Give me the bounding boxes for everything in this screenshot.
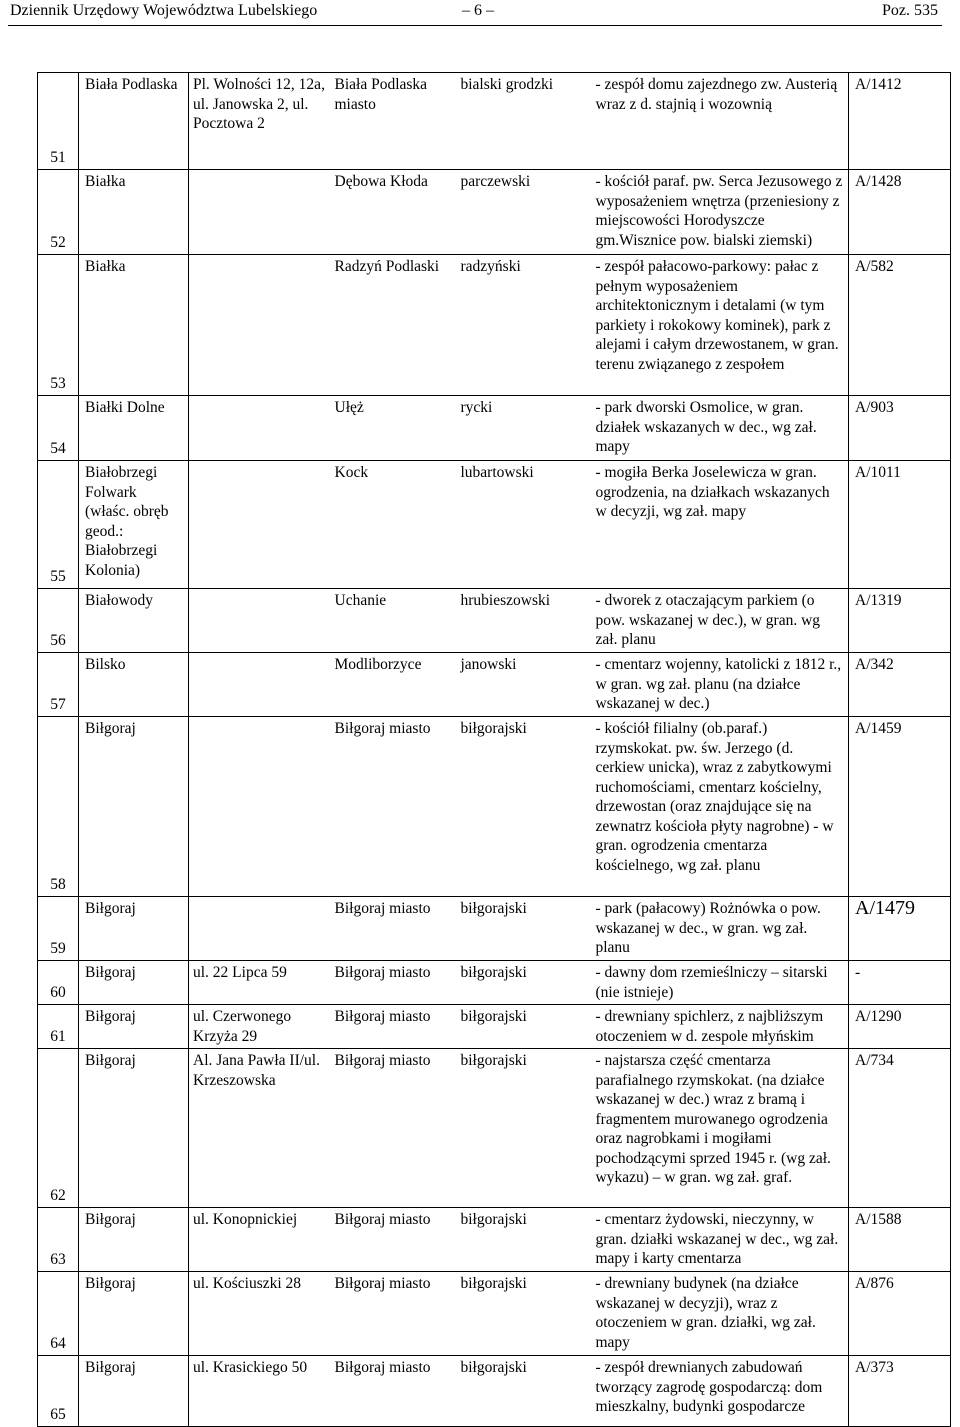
address bbox=[189, 255, 331, 396]
table-row bbox=[38, 961, 951, 1005]
locality: Biłgoraj bbox=[79, 1049, 189, 1208]
register-number: A/582 bbox=[849, 255, 951, 396]
row-number: 57 bbox=[38, 653, 79, 717]
commune: Biłgoraj miasto bbox=[331, 1208, 457, 1272]
row-number: 60 bbox=[38, 961, 79, 1005]
address: Al. Jana Pawła II/ul. Krzeszowska bbox=[189, 1049, 331, 1208]
locality: Biłgoraj bbox=[79, 1356, 189, 1427]
locality: Biłgoraj bbox=[79, 961, 189, 1005]
register-number: A/903 bbox=[849, 396, 951, 461]
register-number: A/1428 bbox=[849, 170, 951, 255]
table-row bbox=[38, 1208, 951, 1272]
object-description: - kościół filialny (ob.paraf.) rzymskokat. pw. św. Jerzego (d. cerkiew unicka), wraz z zabytkowymi ruchomościami, cmentarz kościelny, drzewostan (oraz znajdujące się na zewnatrz kościoła płyty nagrobne) - w gran. ogrodzenia cmentarza kościelnego, wg zał. planu bbox=[592, 717, 849, 897]
object-description: - cmentarz żydowski, nieczynny, w gran. działki wskazanej w dec., wg zał. mapy i karty cmentarza bbox=[592, 1208, 849, 1272]
address bbox=[189, 653, 331, 717]
address bbox=[189, 461, 331, 589]
locality: Biłgoraj bbox=[79, 1005, 189, 1049]
object-description: - zespół pałacowo-parkowy: pałac z pełnym wyposażeniem architektonicznym i detalami (w tym parkiety i rokokowy kominek), park z alejami i całym drzewostanem, w gran. terenu związanego z zespołem bbox=[592, 255, 849, 396]
commune: Biłgoraj miasto bbox=[331, 897, 457, 961]
journal-title: Dziennik Urzędowy Województwa Lubelskiego bbox=[10, 2, 318, 19]
locality: Biłgoraj bbox=[79, 717, 189, 897]
address: Pl. Wolności 12, 12a, ul. Janowska 2, ul. Pocztowa 2 bbox=[189, 73, 331, 170]
county: lubartowski bbox=[457, 461, 592, 589]
locality: Biłgoraj bbox=[79, 1272, 189, 1356]
locality: Białki Dolne bbox=[79, 396, 189, 461]
locality: Bilsko bbox=[79, 653, 189, 717]
locality: Białobrzegi Folwark (właśc. obręb geod.: Białobrzegi Kolonia) bbox=[79, 461, 189, 589]
table-row bbox=[38, 170, 951, 255]
register-number: A/1319 bbox=[849, 589, 951, 653]
commune: Biała Podlaska miasto bbox=[331, 73, 457, 170]
register-number: - bbox=[849, 961, 951, 1005]
locality: Biała Podlaska bbox=[79, 73, 189, 170]
object-description: - najstarsza część cmentarza parafialnego rzymskokat. (na działce wskazanej w dec.) wraz z bramą i fragmentem murowanego ogrodzenia oraz nagrobkami i mogiłami pochodzącymi sprzed 1945 r. (wg zał. wykazu) – w gran. wg zał. graf. bbox=[592, 1049, 849, 1208]
commune: Biłgoraj miasto bbox=[331, 1005, 457, 1049]
county: radzyński bbox=[457, 255, 592, 396]
object-description: - park (pałacowy) Rożnówka o pow. wskazanej w dec., w gran. wg zał. planu bbox=[592, 897, 849, 961]
table-row bbox=[38, 1356, 951, 1427]
row-number: 55 bbox=[38, 461, 79, 589]
register-number: A/373 bbox=[849, 1356, 951, 1427]
commune: Biłgoraj miasto bbox=[331, 717, 457, 897]
county: biłgorajski bbox=[457, 717, 592, 897]
row-number: 53 bbox=[38, 255, 79, 396]
object-description: - drewniany budynek (na działce wskazanej w decyzji), wraz z otoczeniem w gran. działki, wg zał. mapy bbox=[592, 1272, 849, 1356]
table-row bbox=[38, 1005, 951, 1049]
register-number: A/1290 bbox=[849, 1005, 951, 1049]
table-row bbox=[38, 589, 951, 653]
address: ul. Krasickiego 50 bbox=[189, 1356, 331, 1427]
commune: Dębowa Kłoda bbox=[331, 170, 457, 255]
address: ul. Czerwonego Krzyża 29 bbox=[189, 1005, 331, 1049]
address: ul. 22 Lipca 59 bbox=[189, 961, 331, 1005]
county: biłgorajski bbox=[457, 1049, 592, 1208]
county: biłgorajski bbox=[457, 1208, 592, 1272]
address: ul. Kościuszki 28 bbox=[189, 1272, 331, 1356]
row-number: 54 bbox=[38, 396, 79, 461]
commune: Uchanie bbox=[331, 589, 457, 653]
commune: Biłgoraj miasto bbox=[331, 1272, 457, 1356]
register-number: A/1588 bbox=[849, 1208, 951, 1272]
county: bialski grodzki bbox=[457, 73, 592, 170]
table-row bbox=[38, 653, 951, 717]
position-number: Poz. 535 bbox=[882, 2, 938, 19]
page-header bbox=[10, 2, 938, 24]
commune: Biłgoraj miasto bbox=[331, 1049, 457, 1208]
county: janowski bbox=[457, 653, 592, 717]
table-row bbox=[38, 1272, 951, 1356]
table-row bbox=[38, 1049, 951, 1208]
register-number: A/1412 bbox=[849, 73, 951, 170]
table-row bbox=[38, 461, 951, 589]
object-description: - zespół drewnianych zabudowań tworzący zagrodę gospodarczą: dom mieszkalny, budynki gospodarcze bbox=[592, 1356, 849, 1427]
register-number: A/342 bbox=[849, 653, 951, 717]
locality: Białka bbox=[79, 255, 189, 396]
register-number: A/876 bbox=[849, 1272, 951, 1356]
object-description: - dawny dom rzemieślniczy – sitarski (nie istnieje) bbox=[592, 961, 849, 1005]
object-description: - mogiła Berka Joselewicza w gran. ogrodzenia, na działkach wskazanych w decyzji, wg zał. mapy bbox=[592, 461, 849, 589]
object-description: - drewniany spichlerz, z najbliższym otoczeniem w d. zespole młyńskim bbox=[592, 1005, 849, 1049]
county: biłgorajski bbox=[457, 1272, 592, 1356]
commune: Kock bbox=[331, 461, 457, 589]
row-number: 52 bbox=[38, 170, 79, 255]
address bbox=[189, 170, 331, 255]
county: biłgorajski bbox=[457, 1356, 592, 1427]
commune: Biłgoraj miasto bbox=[331, 1356, 457, 1427]
county: rycki bbox=[457, 396, 592, 461]
address bbox=[189, 897, 331, 961]
address: ul. Konopnickiej bbox=[189, 1208, 331, 1272]
locality: Białowody bbox=[79, 589, 189, 653]
header-rule bbox=[8, 25, 942, 26]
register-number: A/1459 bbox=[849, 717, 951, 897]
address bbox=[189, 396, 331, 461]
register-number: A/734 bbox=[849, 1049, 951, 1208]
object-description: - cmentarz wojenny, katolicki z 1812 r., w gran. wg zał. planu (na działce wskazanej w dec.) bbox=[592, 653, 849, 717]
row-number: 51 bbox=[38, 73, 79, 170]
row-number: 62 bbox=[38, 1049, 79, 1208]
table-row bbox=[38, 255, 951, 396]
row-number: 65 bbox=[38, 1356, 79, 1427]
table-row bbox=[38, 396, 951, 461]
row-number: 59 bbox=[38, 897, 79, 961]
commune: Radzyń Podlaski bbox=[331, 255, 457, 396]
object-description: - park dworski Osmolice, w gran. działek wskazanych w dec., wg zał. mapy bbox=[592, 396, 849, 461]
register-number: A/1011 bbox=[849, 461, 951, 589]
commune: Ułęż bbox=[331, 396, 457, 461]
county: biłgorajski bbox=[457, 961, 592, 1005]
object-description: - dworek z otaczającym parkiem (o pow. wskazanej w dec.), w gran. wg zał. planu bbox=[592, 589, 849, 653]
table-row bbox=[38, 717, 951, 897]
table-row bbox=[38, 73, 951, 170]
register-number: A/1479 bbox=[849, 897, 951, 961]
county: biłgorajski bbox=[457, 1005, 592, 1049]
commune: Modliborzyce bbox=[331, 653, 457, 717]
table-row bbox=[38, 897, 951, 961]
row-number: 61 bbox=[38, 1005, 79, 1049]
object-description: - kościół paraf. pw. Serca Jezusowego z wyposażeniem wnętrza (przeniesiony z miejscowości Horodyszcze gm.Wisznice pow. bialski ziemski) bbox=[592, 170, 849, 255]
county: biłgorajski bbox=[457, 897, 592, 961]
locality: Biłgoraj bbox=[79, 1208, 189, 1272]
county: parczewski bbox=[457, 170, 592, 255]
monument-register-table bbox=[37, 72, 951, 1427]
locality: Biłgoraj bbox=[79, 897, 189, 961]
row-number: 58 bbox=[38, 717, 79, 897]
row-number: 64 bbox=[38, 1272, 79, 1356]
object-description: - zespół domu zajezdnego zw. Austerią wraz z d. stajnią i wozownią bbox=[592, 73, 849, 170]
row-number: 63 bbox=[38, 1208, 79, 1272]
row-number: 56 bbox=[38, 589, 79, 653]
county: hrubieszowski bbox=[457, 589, 592, 653]
commune: Biłgoraj miasto bbox=[331, 961, 457, 1005]
address bbox=[189, 717, 331, 897]
page-number: – 6 – bbox=[462, 2, 494, 19]
locality: Białka bbox=[79, 170, 189, 255]
address bbox=[189, 589, 331, 653]
